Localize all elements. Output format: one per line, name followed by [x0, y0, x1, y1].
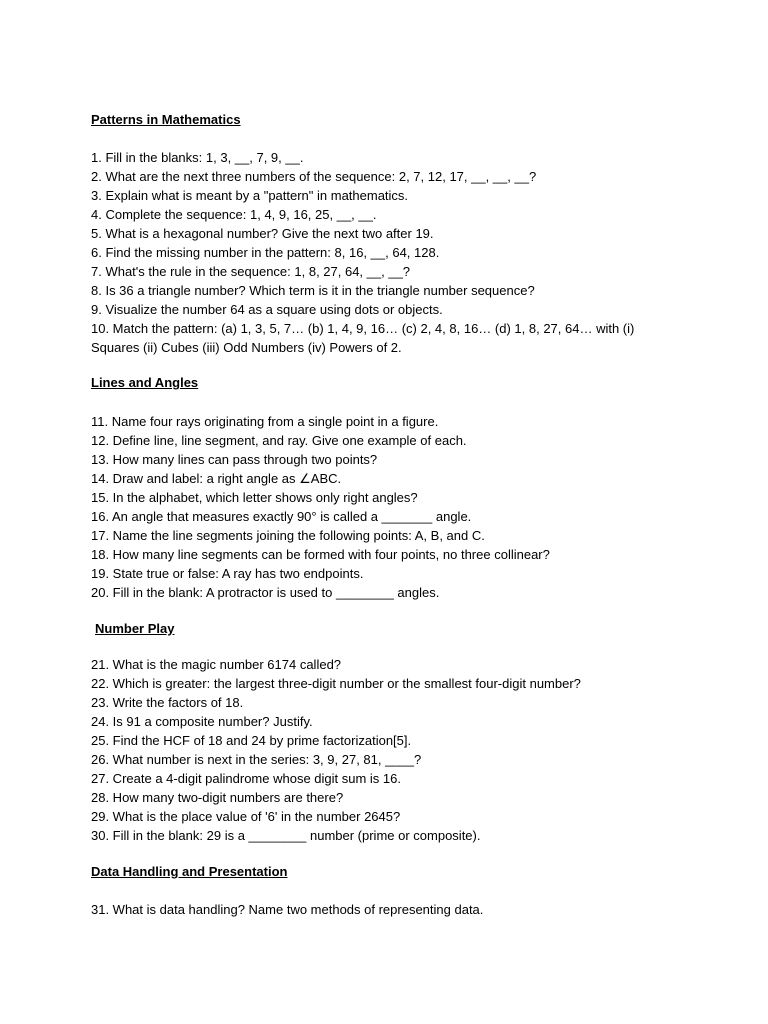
question-item: 24. Is 91 a composite number? Justify. — [91, 714, 313, 729]
question-item: 23. Write the factors of 18. — [91, 695, 244, 710]
question-item: 2. What are the next three numbers of the sequence: 2, 7, 12, 17, __, __, __? — [91, 169, 537, 184]
section-heading-data-handling: Data Handling and Presentation — [91, 864, 288, 879]
section-heading-patterns: Patterns in Mathematics — [91, 112, 241, 127]
question-item: 12. Define line, line segment, and ray. Give one example of each. — [91, 433, 467, 448]
question-item: 11. Name four rays originating from a single point in a figure. — [91, 414, 439, 429]
question-list-lines-angles — [91, 412, 691, 602]
section-heading-lines-angles: Lines and Angles — [91, 375, 199, 390]
question-item: 27. Create a 4-digit palindrome whose digit sum is 16. — [91, 771, 401, 786]
question-item: 7. What's the rule in the sequence: 1, 8, 27, 64, __, __? — [91, 264, 411, 279]
question-item: 3. Explain what is meant by a "pattern" in mathematics. — [91, 188, 409, 203]
question-item: 6. Find the missing number in the pattern: 8, 16, __, 64, 128. — [91, 245, 440, 260]
question-item: 9. Visualize the number 64 as a square using dots or objects. — [91, 302, 443, 317]
question-item: 25. Find the HCF of 18 and 24 by prime factorization[5]. — [91, 733, 412, 748]
question-item: 8. Is 36 a triangle number? Which term is it in the triangle number sequence? — [91, 283, 535, 298]
question-item: 13. How many lines can pass through two points? — [91, 452, 378, 467]
question-item: 26. What number is next in the series: 3, 9, 27, 81, ____? — [91, 752, 422, 767]
question-item: 14. Draw and label: a right angle as ∠ABC. — [91, 471, 342, 486]
question-item: 5. What is a hexagonal number? Give the next two after 19. — [91, 226, 434, 241]
question-item: 17. Name the line segments joining the following points: A, B, and C. — [91, 528, 485, 543]
question-item: 30. Fill in the blank: 29 is a ________ number (prime or composite). — [91, 828, 481, 843]
question-item: 15. In the alphabet, which letter shows only right angles? — [91, 490, 418, 505]
question-item: 21. What is the magic number 6174 called? — [91, 657, 342, 672]
question-item: 28. How many two-digit numbers are there? — [91, 790, 344, 805]
question-item: 20. Fill in the blank: A protractor is used to ________ angles. — [91, 585, 440, 600]
question-item: 29. What is the place value of '6' in the number 2645? — [91, 809, 401, 824]
question-item: 4. Complete the sequence: 1, 4, 9, 16, 25, __, __. — [91, 207, 377, 222]
question-list-number-play — [91, 655, 691, 845]
question-item: 22. Which is greater: the largest three-digit number or the smallest four-digit number? — [91, 676, 581, 691]
section-heading-number-play: Number Play — [95, 621, 175, 636]
question-list-patterns — [91, 148, 691, 357]
question-item: 1. Fill in the blanks: 1, 3, __, 7, 9, __. — [91, 150, 304, 165]
question-item: 19. State true or false: A ray has two endpoints. — [91, 566, 364, 581]
question-item: 16. An angle that measures exactly 90° is called a _______ angle. — [91, 509, 472, 524]
question-list-data-handling — [91, 900, 691, 919]
question-item: 31. What is data handling? Name two methods of representing data. — [91, 902, 484, 917]
question-item: 18. How many line segments can be formed with four points, no three collinear? — [91, 547, 550, 562]
question-item: 10. Match the pattern: (a) 1, 3, 5, 7… (b) 1, 4, 9, 16… (c) 2, 4, 8, 16… (d) 1, 8, 27, 64… with (i) Squares (ii) Cubes (iii) Odd Numbers (iv) Powers of 2. — [91, 321, 635, 355]
